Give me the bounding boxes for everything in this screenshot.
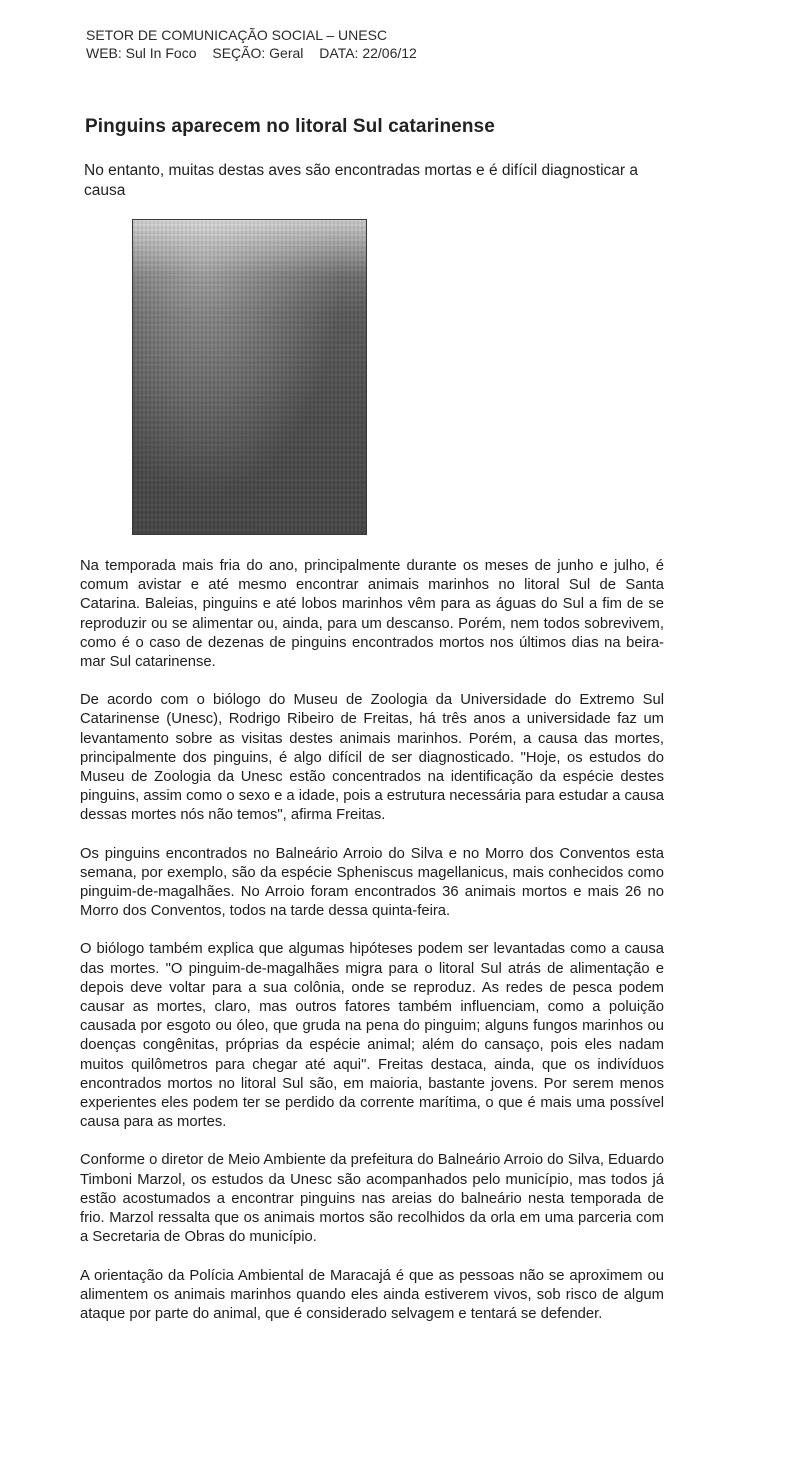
meta-line (86, 44, 429, 62)
paragraph-6: A orientação da Polícia Ambiental de Maracajá é que as pessoas não se aproximem ou alimentem os animais marinhos quando eles ainda estiverem vivos, sob risco de algum ataque por parte do animal, que é considerado selvagem e tentará se defender. (80, 1267, 664, 1322)
paragraph-1: Na temporada mais fria do ano, principalmente durante os meses de junho e julho, é comum avistar e até mesmo encontrar animais marinhos no litoral Sul de Santa Catarina. Baleias, pinguins e até lobos marinhos vêm para as águas do Sul a fim de se reproduzir ou se alimentar ou, ainda, para um descanso. Porém, nem todos sobrevivem, como é o caso de dezenas de pinguins encontrados mortos nos últimos dias na beira-mar Sul catarinense. (80, 558, 664, 671)
paragraph-2: De acordo com o biólogo do Museu de Zoologia da Universidade do Extremo Sul Catarinense (Unesc), Rodrigo Ribeiro de Freitas, há três anos a universidade faz um levantamento sobre as visitas destes animais marinhos. Porém, a causa das mortes, principalmente dos pinguins, é algo difícil de ser diagnosticado. "Hoje, os estudos do Museu de Zoologia da Unesc estão concentrados na identificação da espécie destes pinguins, assim como o sexo e a idade, pois a estrutura necessária para estudar a causa dessas mortes nós não temos", afirma Freitas. (80, 692, 664, 824)
section-label: SEÇÃO: Geral (212, 45, 304, 61)
paragraph-5: Conforme o diretor de Meio Ambiente da prefeitura do Balneário Arroio do Silva, Eduardo Timboni Marzol, os estudos da Unesc são acompanhados pelo município, mas todos já estão acostumados a encontrar pinguins nas areias do balneário nesta temporada de frio. Marzol ressalta que os animais mortos são recolhidos da orla em uma parceria com a Secretaria de Obras do município. (80, 1152, 664, 1246)
paragraph-4: O biólogo também explica que algumas hipóteses podem ser levantadas como a causa das mortes. "O pinguim-de-magalhães migra para o litoral Sul atrás de alimentação e depois deve voltar para a sua colônia, onde se reproduz. As redes de pesca podem causar as mortes, claro, mas outros fatores também influenciam, como a poluição causada por esgoto ou óleo, que gruda na pena do pinguim; alguns fungos marinhos ou doenças congênitas, próprias da espécie animal; além do cansaço, pois eles nadam muitos quilômetros para chegar até aqui". Freitas destaca, ainda, que os indivíduos encontrados mortos no litoral Sul são, em maioria, bastante jovens. Por serem menos experientes eles podem ter se perdido da corrente marítima, o que é mais uma possível causa para as mortes. (80, 941, 664, 1131)
article-photo (132, 219, 367, 535)
date-label: DATA: 22/06/12 (319, 45, 417, 61)
document-header (86, 26, 429, 62)
photo-texture (133, 220, 366, 534)
article-title: Pinguins aparecem no litoral Sul catarinense (85, 116, 495, 137)
web-source: WEB: Sul In Foco (86, 45, 197, 61)
sector-line: SETOR DE COMUNICAÇÃO SOCIAL – UNESC (86, 27, 388, 43)
article-subtitle: No entanto, muitas destas aves são encontradas mortas e é difícil diagnosticar a causa (84, 162, 638, 199)
article-body (80, 557, 664, 1343)
paragraph-3: Os pinguins encontrados no Balneário Arroio do Silva e no Morro dos Conventos esta semana, por exemplo, são da espécie Spheniscus magellanicus, mais conhecidos como pinguim-de-magalhães. No Arroio foram encontrados 36 animais mortos e mais 26 no Morro dos Conventos, todos na tarde dessa quinta-feira. (80, 845, 664, 920)
